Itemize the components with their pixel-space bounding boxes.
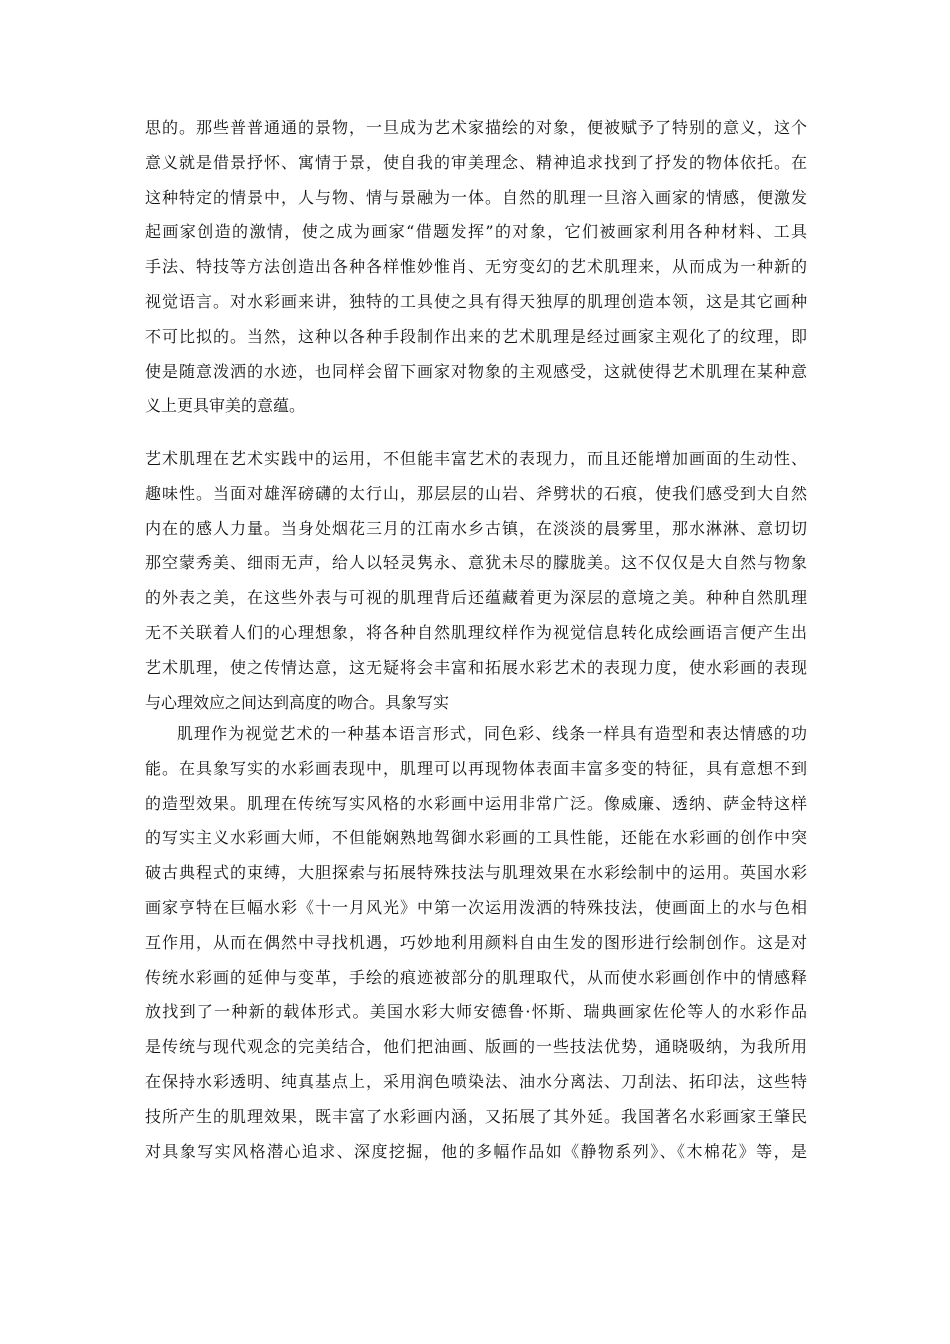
text-line: 艺术肌理在艺术实践中的运用，不但能丰富艺术的表现力，而且还能增加画面的生动性、 (145, 449, 807, 468)
paragraph-2 (145, 442, 807, 720)
paragraph-3 (145, 717, 807, 1169)
text-line: 破古典程式的束缚，大胆探索与拓展特殊技法与肌理效果在水彩绘制中的运用。英国水彩 (145, 863, 807, 883)
text-line: 义上更具审美的意蕴。 (145, 396, 306, 416)
text-line: 视觉语言。对水彩画来讲，独特的工具使之具有得天独厚的肌理创造本领，这是其它画种 (145, 291, 807, 311)
paragraph-1 (145, 111, 807, 424)
text-line: 能。在具象写实的水彩画表现中，肌理可以再现物体表面丰富多变的特征，具有意想不到 (145, 758, 807, 778)
text-line: 放找到了一种新的载体形式。美国水彩大师安德鲁·怀斯、瑞典画家佐伦等人的水彩作品 (145, 1002, 807, 1022)
text-line: 互作用，从而在偶然中寻找机遇，巧妙地利用颜料自由生发的图形进行绘制创作。这是对 (145, 932, 807, 952)
text-line: 肌理作为视觉艺术的一种基本语言形式，同色彩、线条一样具有造型和表达情感的功 (177, 724, 807, 743)
text-line: 内在的感人力量。当身处烟花三月的江南水乡古镇，在淡淡的晨雾里，那水淋淋、意切切 (145, 518, 807, 538)
text-line: 这种特定的情景中，人与物、情与景融为一体。自然的肌理一旦溶入画家的情感，便激发 (145, 187, 807, 207)
text-line: 思的。那些普普通通的景物，一旦成为艺术家描绘的对象，便被赋予了特别的意义，这个 (145, 118, 807, 137)
text-line: 技所产生的肌理效果，既丰富了水彩画内涵，又拓展了其外延。我国著名水彩画家王肇民 (145, 1106, 807, 1126)
text-line: 艺术肌理，使之传情达意，这无疑将会丰富和拓展水彩艺术的表现力度，使水彩画的表现 (145, 657, 807, 677)
text-line: 意义就是借景抒怀、寓情于景，使自我的审美理念、精神追求找到了抒发的物体依托。在 (145, 152, 807, 172)
text-line: 趣味性。当面对雄浑磅礴的太行山，那层层的山岩、斧劈状的石痕，使我们感受到大自然 (145, 483, 807, 503)
text-line: 与心理效应之间达到高度的吻合。具象写实 (145, 692, 450, 712)
text-line: 是传统与现代观念的完美结合，他们把油画、版画的一些技法优势，通晓吸纳，为我所用 (145, 1037, 807, 1057)
text-line: 无不关联着人们的心理想象，将各种自然肌理纹样作为视觉信息转化成绘画语言便产生出 (145, 622, 807, 642)
text-line: 画家亨特在巨幅水彩《十一月风光》中第一次运用泼洒的特殊技法，使画面上的水与色相 (145, 897, 807, 917)
text-line: 使是随意泼洒的水迹，也同样会留下画家对物象的主观感受，这就使得艺术肌理在某种意 (145, 361, 807, 381)
text-line: 不可比拟的。当然，这种以各种手段制作出来的艺术肌理是经过画家主观化了的纹理，即 (145, 326, 807, 346)
text-line: 的造型效果。肌理在传统写实风格的水彩画中运用非常广泛。像威廉、透纳、萨金特这样 (145, 793, 807, 813)
text-line: 传统水彩画的延伸与变革，手绘的痕迹被部分的肌理取代，从而使水彩画创作中的情感释 (145, 967, 807, 987)
text-line: 那空蒙秀美、细雨无声，给人以轻灵隽永、意犹未尽的朦胧美。这不仅仅是大自然与物象 (145, 553, 807, 573)
text-line: 在保持水彩透明、纯真基点上，采用润色喷染法、油水分离法、刀刮法、拓印法，这些特 (145, 1071, 807, 1091)
text-line: 起画家创造的激情，使之成为画家“借题发挥”的对象，它们被画家利用各种材料、工具 (145, 222, 807, 242)
text-line: 的写实主义水彩画大师，不但能娴熟地驾御水彩画的工具性能，还能在水彩画的创作中突 (145, 828, 807, 848)
text-line: 手法、特技等方法创造出各种各样惟妙惟肖、无穷变幻的艺术肌理来，从而成为一种新的 (145, 257, 807, 277)
text-line: 对具象写实风格潜心追求、深度挖掘，他的多幅作品如《静物系列》、《木棉花》等，是 (145, 1141, 807, 1161)
text-line: 的外表之美，在这些外表与可视的肌理背后还蕴藏着更为深层的意境之美。种种自然肌理 (145, 588, 807, 608)
